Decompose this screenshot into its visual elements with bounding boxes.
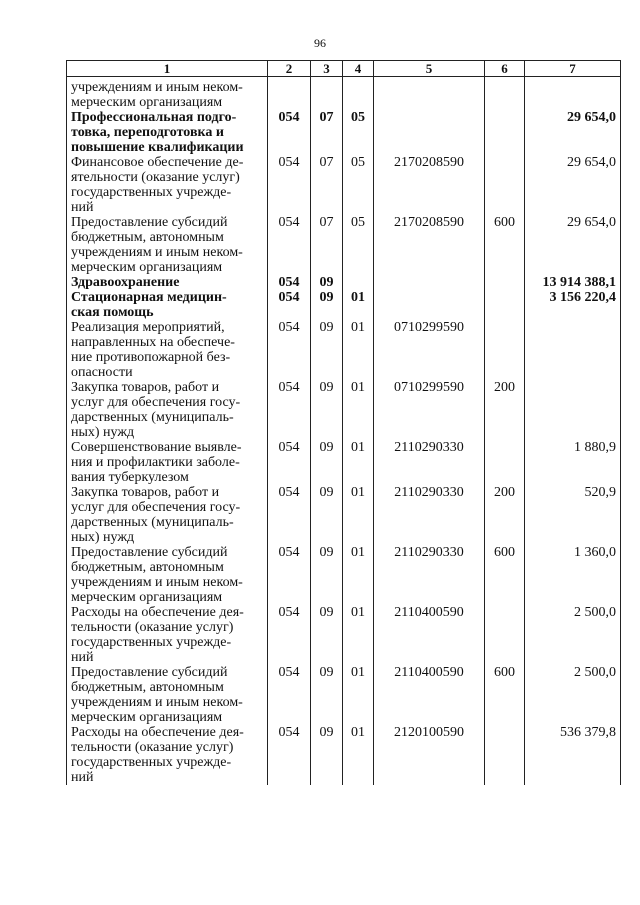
row-amount: 29 654,0: [525, 155, 621, 215]
row-section-code: 09: [311, 545, 343, 605]
row-amount: 13 914 388,1: [525, 275, 621, 290]
table-row: [67, 605, 621, 665]
row-amount: 1 360,0: [525, 545, 621, 605]
row-target-code: [374, 110, 485, 155]
row-name: Финансовое обеспечение де- ятельности (оказание услуг) государственных учрежде- ний: [67, 155, 268, 215]
table-row: [67, 380, 621, 440]
row-ministry-code: [268, 77, 311, 111]
row-section-code: [311, 77, 343, 111]
row-amount: 2 500,0: [525, 665, 621, 725]
row-ministry-code: 054: [268, 605, 311, 665]
table-row: [67, 155, 621, 215]
budget-table: [66, 60, 621, 785]
row-name: Предоставление субсидий бюджетным, автономным учреждениям и иным неком- мерческим организациям: [67, 215, 268, 275]
row-target-code: [374, 77, 485, 111]
row-expense-type: 200: [485, 380, 525, 440]
row-subsection-code: 01: [343, 485, 374, 545]
row-expense-type: 200: [485, 485, 525, 545]
row-expense-type: 600: [485, 545, 525, 605]
row-expense-type: [485, 725, 525, 785]
row-ministry-code: 054: [268, 380, 311, 440]
row-subsection-code: [343, 275, 374, 290]
row-target-code: [374, 275, 485, 290]
row-target-code: 0710299590: [374, 380, 485, 440]
row-subsection-code: 01: [343, 665, 374, 725]
row-section-code: 07: [311, 110, 343, 155]
row-name: Здравоохранение: [67, 275, 268, 290]
row-subsection-code: 01: [343, 545, 374, 605]
row-section-code: 09: [311, 440, 343, 485]
row-name: Совершенствование выявле- ния и профилактики заболе- вания туберкулезом: [67, 440, 268, 485]
row-amount: [525, 320, 621, 380]
row-subsection-code: 05: [343, 155, 374, 215]
row-section-code: 09: [311, 665, 343, 725]
row-ministry-code: 054: [268, 725, 311, 785]
row-name: Закупка товаров, работ и услуг для обеспечения госу- дарственных (муниципаль- ных) нужд: [67, 485, 268, 545]
row-target-code: 2110290330: [374, 545, 485, 605]
row-name: Профессиональная подго- товка, переподготовка и повышение квалификации: [67, 110, 268, 155]
row-expense-type: 600: [485, 665, 525, 725]
row-target-code: 2120100590: [374, 725, 485, 785]
table-row: [67, 440, 621, 485]
table-row: [67, 665, 621, 725]
row-ministry-code: 054: [268, 320, 311, 380]
row-ministry-code: 054: [268, 545, 311, 605]
header-cell: 1: [67, 61, 268, 77]
row-amount: 1 880,9: [525, 440, 621, 485]
row-target-code: 2170208590: [374, 215, 485, 275]
page-number: 96: [314, 36, 326, 50]
table-row: [67, 275, 621, 290]
row-section-code: 07: [311, 155, 343, 215]
header-row: [67, 61, 621, 77]
row-subsection-code: 01: [343, 725, 374, 785]
row-subsection-code: 01: [343, 440, 374, 485]
row-ministry-code: 054: [268, 440, 311, 485]
header-cell: 2: [268, 61, 311, 77]
header-cell: 4: [343, 61, 374, 77]
row-target-code: 2110400590: [374, 665, 485, 725]
table-row: [67, 320, 621, 380]
row-amount: 3 156 220,4: [525, 290, 621, 320]
row-target-code: 2110290330: [374, 485, 485, 545]
header-cell: 7: [525, 61, 621, 77]
row-section-code: 09: [311, 725, 343, 785]
table-row: [67, 485, 621, 545]
row-subsection-code: 01: [343, 605, 374, 665]
row-name: Стационарная медицин- ская помощь: [67, 290, 268, 320]
row-ministry-code: 054: [268, 275, 311, 290]
row-amount: [525, 77, 621, 111]
row-section-code: 09: [311, 290, 343, 320]
row-name: Расходы на обеспечение дея- тельности (оказание услуг) государственных учрежде- ний: [67, 605, 268, 665]
row-ministry-code: 054: [268, 665, 311, 725]
row-section-code: 09: [311, 320, 343, 380]
row-name: Предоставление субсидий бюджетным, автономным учреждениям и иным неком- мерческим организациям: [67, 545, 268, 605]
row-amount: 29 654,0: [525, 215, 621, 275]
row-amount: 29 654,0: [525, 110, 621, 155]
row-name: Реализация мероприятий, направленных на обеспече- ние противопожарной без- опасности: [67, 320, 268, 380]
table-body: [67, 77, 621, 786]
row-amount: 520,9: [525, 485, 621, 545]
row-target-code: 2110290330: [374, 440, 485, 485]
row-section-code: 09: [311, 485, 343, 545]
row-subsection-code: 01: [343, 320, 374, 380]
header-cell: 5: [374, 61, 485, 77]
table-row: [67, 77, 621, 111]
table-header: [67, 61, 621, 77]
row-subsection-code: [343, 77, 374, 111]
row-ministry-code: 054: [268, 215, 311, 275]
row-expense-type: [485, 320, 525, 380]
row-section-code: 07: [311, 215, 343, 275]
row-ministry-code: 054: [268, 155, 311, 215]
table-row: [67, 725, 621, 785]
row-ministry-code: 054: [268, 485, 311, 545]
header-cell: 6: [485, 61, 525, 77]
row-target-code: [374, 290, 485, 320]
table-row: [67, 545, 621, 605]
row-section-code: 09: [311, 380, 343, 440]
row-amount: 2 500,0: [525, 605, 621, 665]
row-target-code: 2110400590: [374, 605, 485, 665]
row-section-code: 09: [311, 605, 343, 665]
row-amount: [525, 380, 621, 440]
row-ministry-code: 054: [268, 110, 311, 155]
table-row: [67, 215, 621, 275]
row-target-code: 0710299590: [374, 320, 485, 380]
row-expense-type: [485, 440, 525, 485]
row-expense-type: 600: [485, 215, 525, 275]
row-name: Расходы на обеспечение дея- тельности (оказание услуг) государственных учрежде- ний: [67, 725, 268, 785]
row-section-code: 09: [311, 275, 343, 290]
row-amount: 536 379,8: [525, 725, 621, 785]
row-subsection-code: 05: [343, 110, 374, 155]
row-name: Предоставление субсидий бюджетным, автономным учреждениям и иным неком- мерческим организациям: [67, 665, 268, 725]
row-subsection-code: 01: [343, 380, 374, 440]
table-row: [67, 290, 621, 320]
table-row: [67, 110, 621, 155]
row-name: учреждениям и иным неком- мерческим организациям: [67, 77, 268, 111]
row-name: Закупка товаров, работ и услуг для обеспечения госу- дарственных (муниципаль- ных) нужд: [67, 380, 268, 440]
row-ministry-code: 054: [268, 290, 311, 320]
row-expense-type: [485, 155, 525, 215]
header-cell: 3: [311, 61, 343, 77]
row-subsection-code: 05: [343, 215, 374, 275]
row-expense-type: [485, 290, 525, 320]
row-target-code: 2170208590: [374, 155, 485, 215]
row-expense-type: [485, 77, 525, 111]
row-expense-type: [485, 275, 525, 290]
row-expense-type: [485, 605, 525, 665]
row-subsection-code: 01: [343, 290, 374, 320]
row-expense-type: [485, 110, 525, 155]
